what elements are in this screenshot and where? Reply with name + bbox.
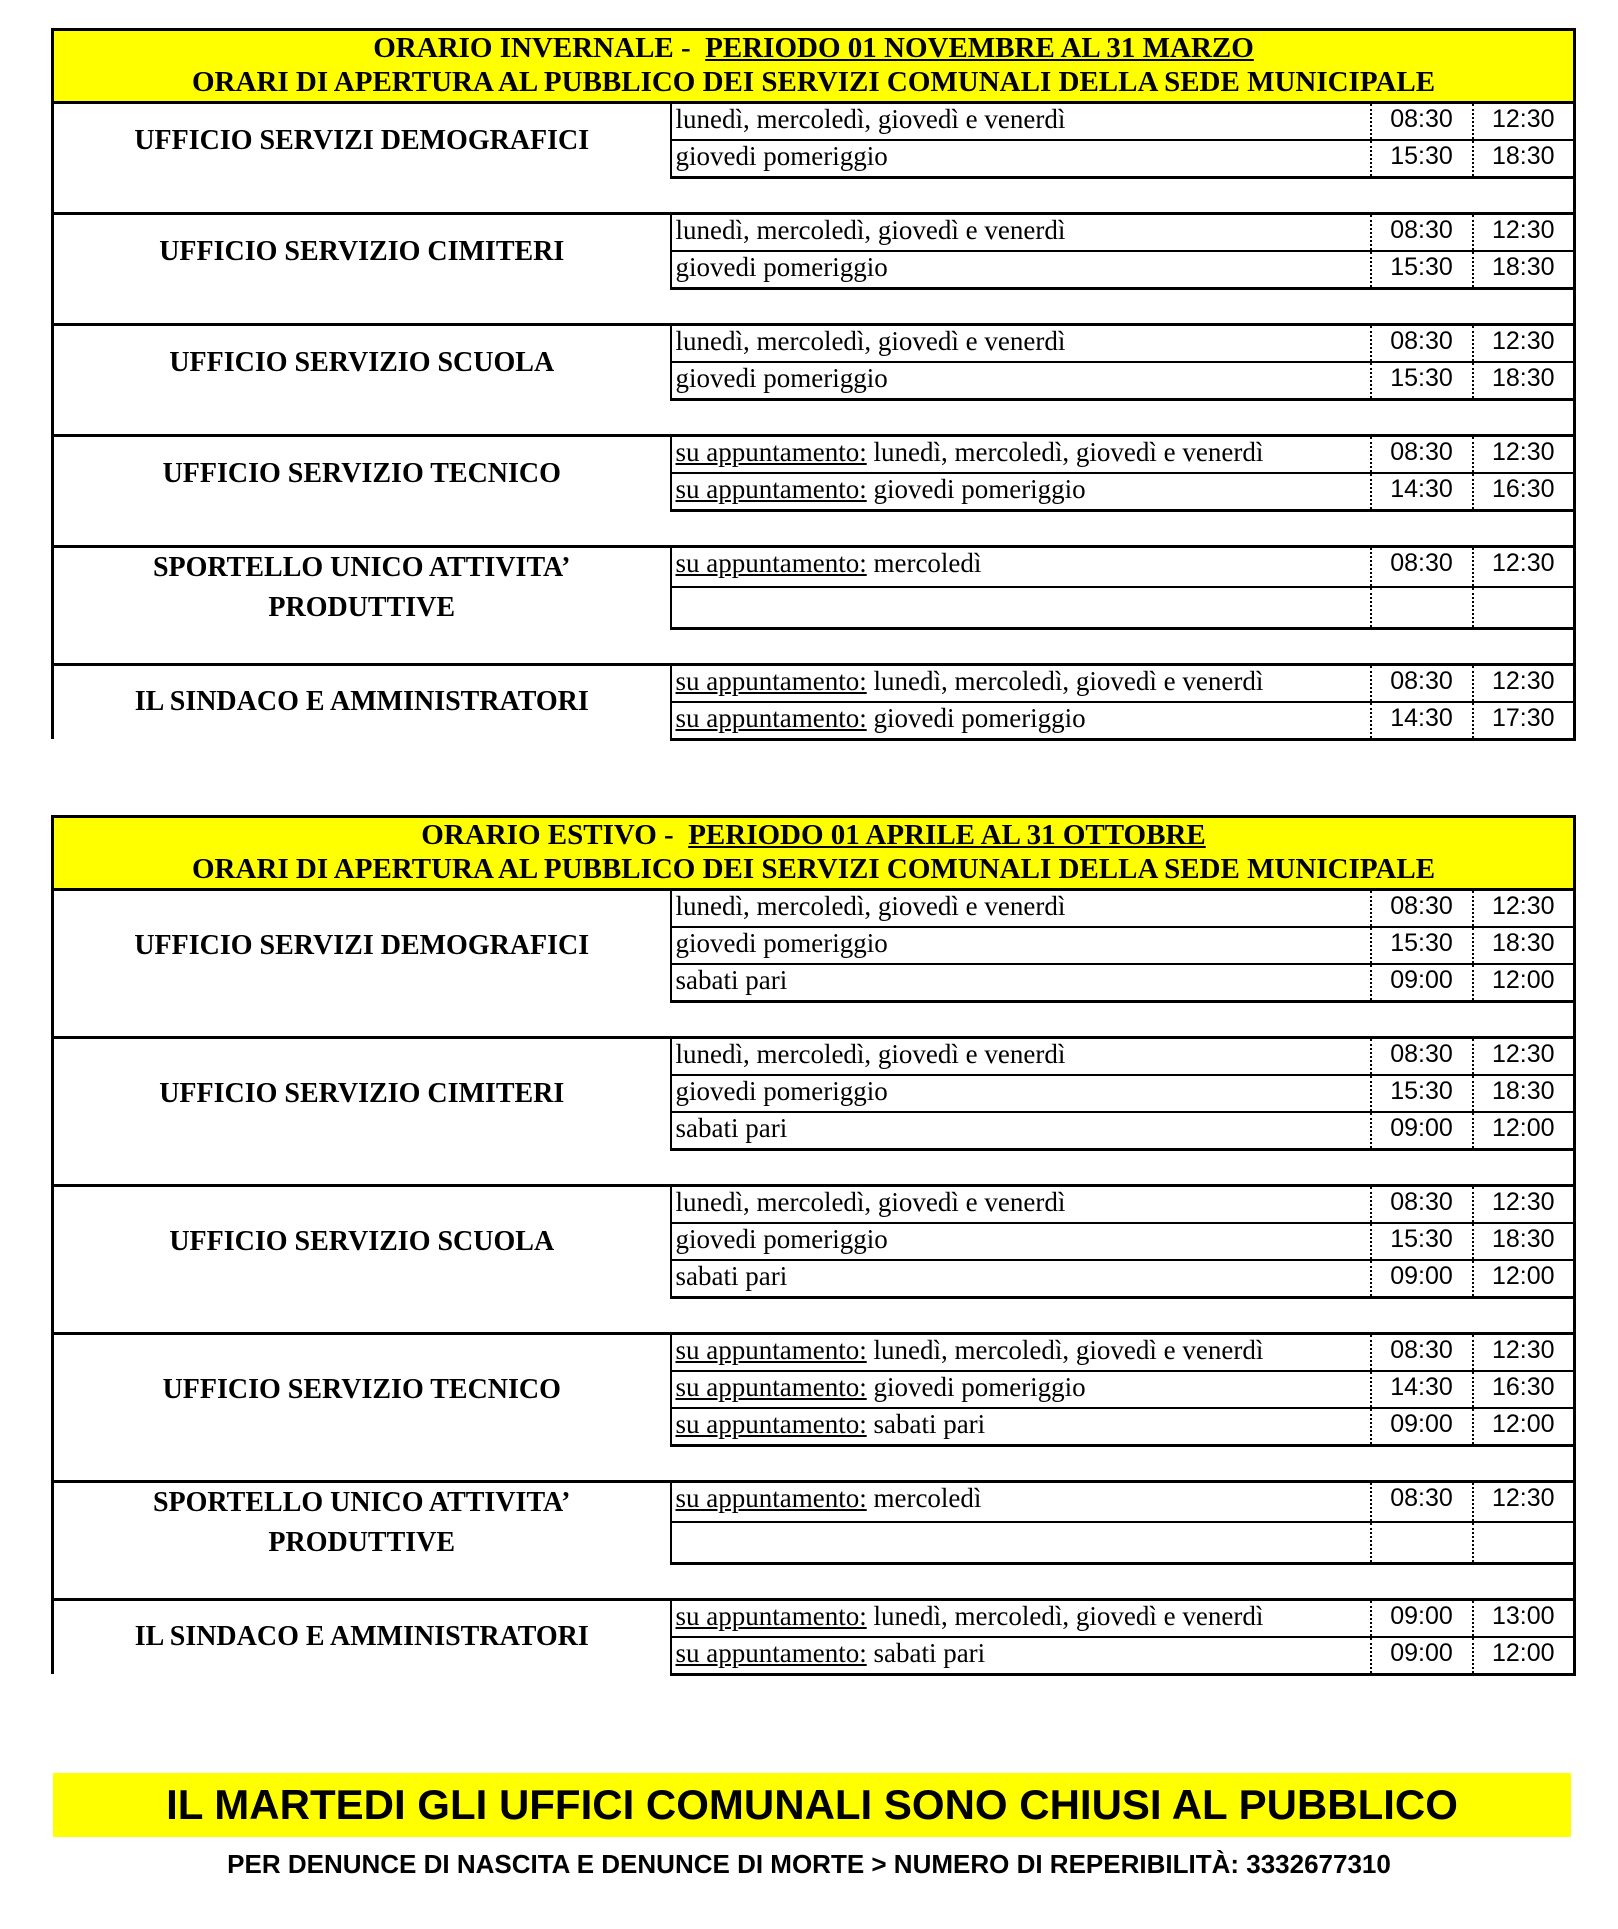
days-text: giovedi pomeriggio <box>675 141 888 171</box>
appointment-label: su appuntamento: <box>675 1483 867 1513</box>
opening-days <box>671 1075 1371 1112</box>
opening-days <box>671 1223 1371 1260</box>
summer-subtitle: ORARI DI APERTURA AL PUBBLICO DEI SERVIZI COMUNALI DELLA SEDE MUNICIPALE <box>192 853 1436 885</box>
opening-time: 08:30 <box>1371 1334 1473 1372</box>
opening-days <box>671 1408 1371 1446</box>
closing-time: 16:30 <box>1473 473 1575 511</box>
spacer-row <box>53 289 1575 325</box>
appointment-label: su appuntamento: <box>675 548 867 578</box>
appointment-label: su appuntamento: <box>675 1637 867 1668</box>
opening-days <box>671 1038 1371 1076</box>
opening-time: 09:00 <box>1371 1112 1473 1150</box>
opening-days <box>671 890 1371 928</box>
office-name: UFFICIO SERVIZI DEMOGRAFICI <box>53 890 671 1002</box>
opening-days <box>671 702 1371 740</box>
opening-time: 08:30 <box>1371 436 1473 474</box>
closing-time: 12:30 <box>1473 890 1575 928</box>
opening-days <box>671 251 1371 289</box>
opening-time: 15:30 <box>1371 1223 1473 1260</box>
opening-time: 15:30 <box>1371 251 1473 289</box>
spacer-row <box>53 1298 1575 1334</box>
appointment-label: su appuntamento: <box>675 1335 867 1365</box>
days-text: giovedi pomeriggio <box>866 474 1086 504</box>
closing-time: 16:30 <box>1473 1371 1575 1408</box>
closing-time: 18:30 <box>1473 140 1575 178</box>
schedule-row <box>53 1186 1575 1224</box>
closing-time: 13:00 <box>1473 1599 1575 1637</box>
winter-schedule-table <box>51 28 1576 741</box>
days-text: giovedi pomeriggio <box>866 1372 1086 1402</box>
spacer-cell <box>53 289 1575 325</box>
opening-days <box>671 964 1371 1002</box>
appointment-label: su appuntamento: <box>675 437 867 467</box>
opening-time: 15:30 <box>1371 140 1473 178</box>
winter-period: PERIODO 01 NOVEMBRE AL 31 MARZO <box>705 32 1254 64</box>
opening-days <box>671 547 1371 588</box>
closing-time: 12:30 <box>1473 325 1575 363</box>
days-text: sabati pari <box>675 1261 788 1291</box>
spacer-cell <box>53 1150 1575 1186</box>
schedule-row <box>53 547 1575 588</box>
closing-time: 12:00 <box>1473 1637 1575 1675</box>
appointment-label: su appuntamento: <box>675 1409 867 1439</box>
days-text: sabati pari <box>866 1637 986 1668</box>
schedule-row <box>53 214 1575 252</box>
opening-time: 08:30 <box>1371 1186 1473 1224</box>
schedule-row <box>53 1038 1575 1076</box>
opening-days <box>671 927 1371 964</box>
appointment-label: su appuntamento: <box>675 1600 867 1631</box>
opening-time <box>1371 587 1473 628</box>
closing-time: 12:30 <box>1473 103 1575 141</box>
days-text: lunedì, mercoledì, giovedì e venerdì <box>675 326 1066 356</box>
closing-time: 18:30 <box>1473 362 1575 400</box>
spacer-cell <box>53 1298 1575 1334</box>
office-name: UFFICIO SERVIZIO SCUOLA <box>53 1186 671 1298</box>
opening-time: 15:30 <box>1371 1075 1473 1112</box>
closing-time: 12:00 <box>1473 1408 1575 1446</box>
opening-time: 08:30 <box>1371 664 1473 702</box>
summer-schedule-table <box>51 815 1576 1676</box>
days-text: giovedi pomeriggio <box>675 1076 888 1106</box>
days-text: lunedì, mercoledì, giovedì e venerdì <box>675 1187 1066 1217</box>
days-text: lunedì, mercoledì, giovedì e venerdì <box>675 215 1066 245</box>
appointment-label: su appuntamento: <box>675 702 867 733</box>
schedule-row <box>53 664 1575 702</box>
office-name: SPORTELLO UNICO ATTIVITA’ PRODUTTIVE <box>53 1482 671 1564</box>
closing-time: 12:30 <box>1473 1482 1575 1523</box>
closing-time: 18:30 <box>1473 1075 1575 1112</box>
spacer-cell <box>53 1446 1575 1482</box>
opening-days <box>671 325 1371 363</box>
days-text: mercoledì <box>866 1483 982 1513</box>
office-name: UFFICIO SERVIZI DEMOGRAFICI <box>53 103 671 178</box>
opening-days <box>671 1599 1371 1637</box>
schedule-row <box>53 103 1575 141</box>
opening-time: 08:30 <box>1371 1038 1473 1076</box>
office-name: UFFICIO SERVIZIO TECNICO <box>53 1334 671 1446</box>
days-text: lunedì, mercoledì, giovedì e venerdì <box>675 1039 1066 1069</box>
appointment-label: su appuntamento: <box>675 474 867 504</box>
opening-days <box>671 1334 1371 1372</box>
spacer-cell <box>53 178 1575 214</box>
days-text: giovedi pomeriggio <box>675 928 888 958</box>
days-text: giovedi pomeriggio <box>675 1224 888 1254</box>
closing-time: 12:00 <box>1473 1112 1575 1150</box>
winter-title: ORARIO INVERNALE - PERIODO 01 NOVEMBRE AL 31 MARZO <box>373 32 1254 64</box>
opening-days <box>671 1260 1371 1298</box>
closing-time: 17:30 <box>1473 702 1575 740</box>
spacer-row <box>53 178 1575 214</box>
spacer-row <box>53 511 1575 547</box>
opening-time: 09:00 <box>1371 964 1473 1002</box>
closing-time: 12:30 <box>1473 436 1575 474</box>
days-text: sabati pari <box>675 1113 788 1143</box>
schedule-row <box>53 1334 1575 1372</box>
office-name: SPORTELLO UNICO ATTIVITA’ PRODUTTIVE <box>53 547 671 629</box>
spacer-cell <box>53 1002 1575 1038</box>
opening-time <box>1371 1522 1473 1563</box>
spacer-row <box>53 1150 1575 1186</box>
opening-time: 09:00 <box>1371 1599 1473 1637</box>
days-text: lunedì, mercoledì, giovedì e venerdì <box>866 665 1264 696</box>
opening-time: 14:30 <box>1371 1371 1473 1408</box>
opening-time: 09:00 <box>1371 1260 1473 1298</box>
schedule-row <box>53 890 1575 928</box>
spacer-row <box>53 1002 1575 1038</box>
closing-time <box>1473 1522 1575 1563</box>
opening-time: 08:30 <box>1371 1482 1473 1523</box>
opening-time: 15:30 <box>1371 362 1473 400</box>
days-text: sabati pari <box>675 965 788 995</box>
days-text: lunedì, mercoledì, giovedì e venerdì <box>866 1335 1264 1365</box>
office-name: IL SINDACO E AMMINISTRATORI <box>53 1599 671 1674</box>
opening-time: 09:00 <box>1371 1637 1473 1675</box>
office-name: UFFICIO SERVIZIO SCUOLA <box>53 325 671 400</box>
days-text: lunedì, mercoledì, giovedì e venerdì <box>866 1600 1264 1631</box>
schedule-row <box>53 325 1575 363</box>
days-text: sabati pari <box>866 1409 986 1439</box>
summer-period: PERIODO 01 APRILE AL 31 OTTOBRE <box>688 819 1206 851</box>
days-text: lunedì, mercoledì, giovedì e venerdì <box>675 104 1066 134</box>
opening-days <box>671 664 1371 702</box>
closing-time: 12:30 <box>1473 1038 1575 1076</box>
opening-time: 08:30 <box>1371 890 1473 928</box>
closed-tuesday-banner: IL MARTEDI GLI UFFICI COMUNALI SONO CHIUSI AL PUBBLICO <box>53 1773 1571 1837</box>
office-name: IL SINDACO E AMMINISTRATORI <box>53 664 671 739</box>
days-text: giovedi pomeriggio <box>675 363 888 393</box>
spacer-cell <box>53 1563 1575 1599</box>
opening-days <box>671 103 1371 141</box>
emergency-contact-note: PER DENUNCE DI NASCITA E DENUNCE DI MORTE > NUMERO DI REPERIBILITÀ: 3332677310 <box>227 1849 1391 1879</box>
opening-days <box>671 1637 1371 1675</box>
summer-title: ORARIO ESTIVO - PERIODO 01 APRILE AL 31 OTTOBRE <box>421 819 1206 851</box>
summer-header <box>53 817 1575 890</box>
closing-time: 12:30 <box>1473 664 1575 702</box>
opening-days <box>671 436 1371 474</box>
opening-time: 14:30 <box>1371 473 1473 511</box>
closing-time: 12:30 <box>1473 547 1575 588</box>
opening-days <box>671 587 1371 628</box>
closing-time: 12:30 <box>1473 1334 1575 1372</box>
opening-time: 08:30 <box>1371 103 1473 141</box>
days-text: giovedi pomeriggio <box>866 702 1086 733</box>
closing-time: 12:00 <box>1473 1260 1575 1298</box>
office-name: UFFICIO SERVIZIO CIMITERI <box>53 214 671 289</box>
closing-time: 12:00 <box>1473 964 1575 1002</box>
opening-time: 15:30 <box>1371 927 1473 964</box>
opening-days <box>671 214 1371 252</box>
schedule-row <box>53 1599 1575 1637</box>
schedule-row <box>53 1482 1575 1523</box>
office-name: UFFICIO SERVIZIO TECNICO <box>53 436 671 511</box>
opening-days <box>671 1482 1371 1523</box>
spacer-cell <box>53 511 1575 547</box>
closing-time: 12:30 <box>1473 214 1575 252</box>
days-text: lunedì, mercoledì, giovedì e venerdì <box>675 891 1066 921</box>
schedule-row <box>53 436 1575 474</box>
closing-time: 18:30 <box>1473 1223 1575 1260</box>
days-text: mercoledì <box>866 548 982 578</box>
opening-days <box>671 1112 1371 1150</box>
opening-time: 14:30 <box>1371 702 1473 740</box>
days-text: lunedì, mercoledì, giovedì e venerdì <box>866 437 1264 467</box>
opening-days <box>671 473 1371 511</box>
closing-time <box>1473 587 1575 628</box>
spacer-cell <box>53 628 1575 664</box>
winter-subtitle: ORARI DI APERTURA AL PUBBLICO DEI SERVIZI COMUNALI DELLA SEDE MUNICIPALE <box>192 66 1436 98</box>
closing-time: 18:30 <box>1473 927 1575 964</box>
opening-time: 09:00 <box>1371 1408 1473 1446</box>
opening-time: 08:30 <box>1371 214 1473 252</box>
closing-time: 18:30 <box>1473 251 1575 289</box>
spacer-row <box>53 1563 1575 1599</box>
opening-time: 08:30 <box>1371 325 1473 363</box>
spacer-row <box>53 628 1575 664</box>
opening-days <box>671 140 1371 178</box>
opening-time: 08:30 <box>1371 547 1473 588</box>
opening-days <box>671 1186 1371 1224</box>
appointment-label: su appuntamento: <box>675 665 867 696</box>
winter-header <box>53 30 1575 103</box>
opening-days <box>671 1371 1371 1408</box>
office-name: UFFICIO SERVIZIO CIMITERI <box>53 1038 671 1150</box>
opening-days <box>671 362 1371 400</box>
spacer-row <box>53 400 1575 436</box>
spacer-cell <box>53 400 1575 436</box>
closing-time: 12:30 <box>1473 1186 1575 1224</box>
days-text: giovedi pomeriggio <box>675 252 888 282</box>
opening-days <box>671 1522 1371 1563</box>
appointment-label: su appuntamento: <box>675 1372 867 1402</box>
spacer-row <box>53 1446 1575 1482</box>
